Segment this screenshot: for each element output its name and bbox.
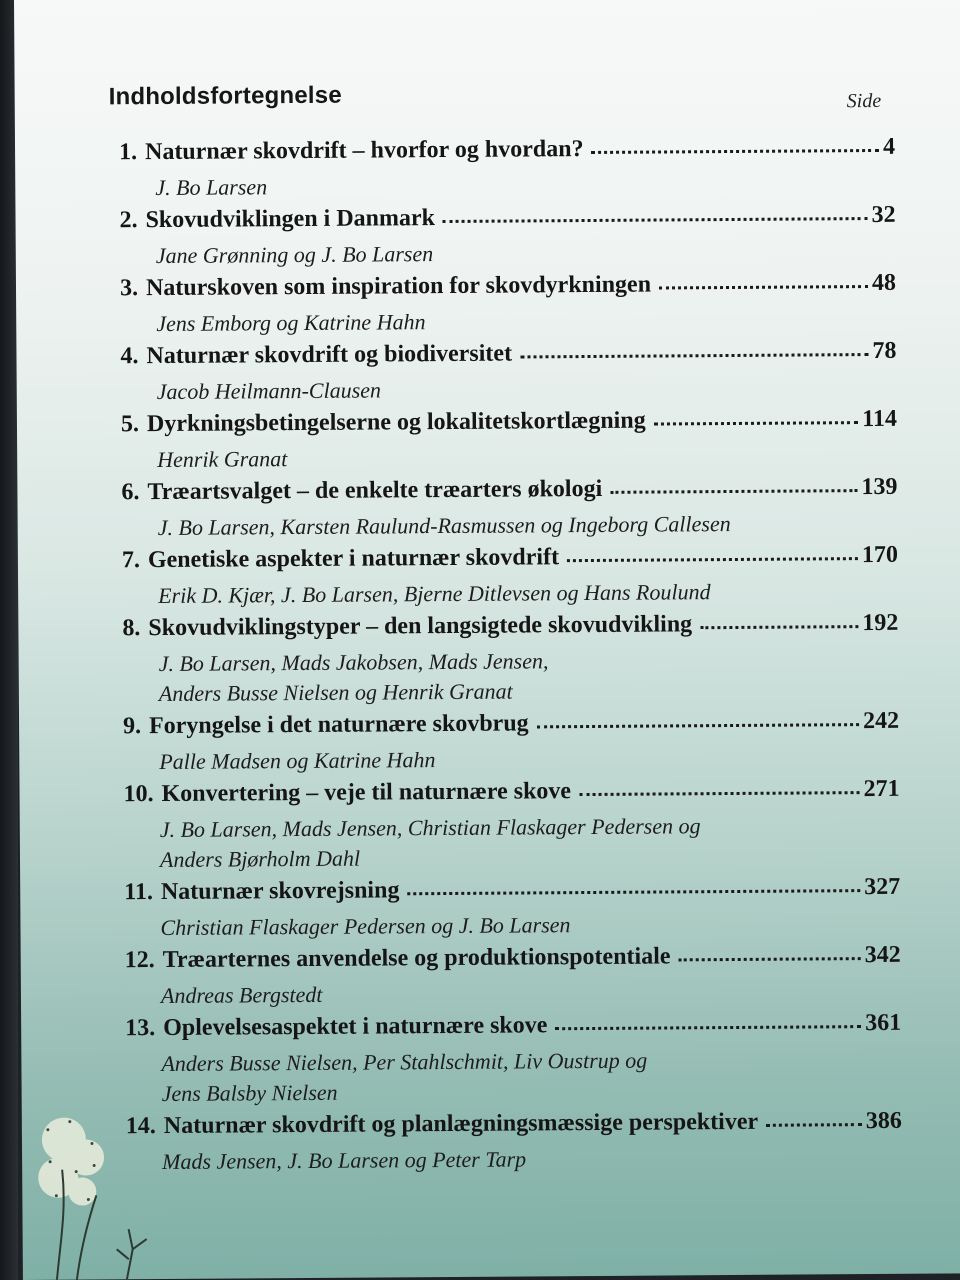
chapter-number: 5. bbox=[120, 411, 140, 438]
toc-title-row bbox=[121, 474, 897, 513]
chapter-number: 12. bbox=[124, 947, 155, 974]
toc-title-row bbox=[119, 134, 895, 173]
toc-entry bbox=[121, 406, 897, 475]
chapter-number: 11. bbox=[124, 879, 154, 906]
chapter-title: Foryngelse i det naturnære skovbrug bbox=[148, 710, 529, 740]
book-page bbox=[14, 0, 960, 1280]
toc-entry bbox=[120, 270, 896, 339]
chapter-authors bbox=[121, 372, 897, 407]
chapter-authors bbox=[125, 976, 901, 1011]
chapter-number: 2. bbox=[119, 207, 138, 234]
chapter-title: Skovudviklingstyper – den langsigtede skovudvikling bbox=[148, 611, 693, 642]
dot-leader bbox=[520, 349, 868, 358]
chapter-title: Naturnær skovdrift og biodiversitet bbox=[146, 340, 513, 370]
dot-leader bbox=[766, 1119, 862, 1127]
chapter-title: Dyrkningsbetingelserne og lokalitetskortlægning bbox=[146, 407, 646, 438]
chapter-page-number: 32 bbox=[871, 201, 896, 229]
dot-leader bbox=[579, 787, 860, 796]
toc-title-row bbox=[119, 202, 895, 241]
chapter-title: Træarternes anvendelse og produktionspotentiale bbox=[162, 943, 671, 973]
chapter-page-number: 242 bbox=[862, 707, 900, 735]
toc-title-row bbox=[124, 874, 900, 913]
toc-title-row bbox=[126, 1108, 902, 1147]
chapter-title: Genetiske aspekter i naturnær skovdrift bbox=[147, 544, 560, 574]
chapter-authors bbox=[122, 576, 898, 611]
author-line: Jens Balsby Nielsen bbox=[161, 1079, 338, 1106]
chapter-number: 7. bbox=[121, 547, 141, 574]
dot-leader bbox=[654, 417, 859, 425]
toc-title-row bbox=[122, 610, 898, 649]
author-line: Mads Jensen, J. Bo Larsen og Peter Tarp bbox=[162, 1146, 527, 1174]
dot-leader bbox=[555, 1021, 861, 1030]
author-line: Anders Busse Nielsen, Per Stahlschmit, Liv Oustrup og bbox=[161, 1047, 648, 1076]
toc-title-row bbox=[120, 270, 896, 309]
chapter-title: Skovudviklingen i Danmark bbox=[145, 205, 436, 234]
chapter-number: 3. bbox=[119, 275, 139, 302]
dot-leader bbox=[592, 145, 880, 154]
toc-entry bbox=[121, 474, 897, 543]
chapter-title: Naturnær skovrejsning bbox=[160, 877, 400, 905]
dot-leader bbox=[407, 885, 860, 895]
author-line: Jacob Heilmann-Clausen bbox=[156, 377, 382, 405]
toc-entry bbox=[120, 338, 896, 407]
chapter-authors bbox=[124, 908, 900, 943]
dot-leader bbox=[678, 953, 860, 961]
author-line: J. Bo Larsen, Mads Jakobsen, Mads Jensen, bbox=[158, 648, 549, 677]
chapter-authors bbox=[120, 236, 896, 271]
author-line: Anders Busse Nielsen og Henrik Granat bbox=[158, 678, 513, 707]
chapter-page-number: 48 bbox=[871, 269, 897, 297]
chapter-authors bbox=[119, 168, 895, 203]
chapter-page-number: 327 bbox=[864, 873, 901, 901]
dot-leader bbox=[659, 281, 868, 289]
toc-title-row bbox=[121, 406, 897, 445]
chapter-title: Naturnær skovdrift – hvorfor og hvordan? bbox=[144, 136, 584, 166]
author-line: J. Bo Larsen, Mads Jensen, Christian Flaskager Pedersen og bbox=[159, 813, 701, 843]
page-title: Indholdsfortegnelse bbox=[108, 81, 342, 111]
chapter-page-number: 4 bbox=[882, 133, 896, 160]
dot-leader bbox=[443, 213, 868, 223]
chapter-authors bbox=[124, 810, 900, 875]
chapter-title: Naturskoven som inspiration for skovdyrkningen bbox=[145, 271, 652, 302]
toc-title-row bbox=[120, 338, 896, 377]
page-column-label: Side bbox=[846, 89, 882, 113]
chapter-authors bbox=[123, 644, 899, 709]
chapter-page-number: 139 bbox=[861, 473, 898, 501]
chapter-number: 6. bbox=[121, 479, 140, 506]
author-line: Jane Grønning og J. Bo Larsen bbox=[155, 241, 434, 269]
chapter-page-number: 271 bbox=[863, 775, 900, 803]
dot-leader bbox=[537, 719, 859, 728]
chapter-page-number: 386 bbox=[865, 1107, 902, 1135]
author-line: J. Bo Larsen, Karsten Raulund-Rasmussen og Ingeborg Callesen bbox=[157, 511, 731, 541]
toc-entry bbox=[125, 942, 901, 1011]
chapter-page-number: 361 bbox=[865, 1009, 902, 1037]
toc-entry bbox=[126, 1108, 902, 1177]
chapter-authors bbox=[123, 742, 899, 777]
chapter-number: 10. bbox=[123, 781, 154, 808]
author-line: Erik D. Kjær, J. Bo Larsen, Bjerne Ditlevsen og Hans Roulund bbox=[158, 579, 711, 609]
chapter-page-number: 192 bbox=[862, 609, 899, 637]
dot-leader bbox=[567, 553, 858, 562]
toc-title-row bbox=[125, 942, 901, 981]
table-of-contents bbox=[119, 134, 902, 1181]
chapter-authors bbox=[120, 304, 896, 339]
toc-title-row bbox=[122, 542, 898, 581]
author-line: Christian Flaskager Pedersen og J. Bo Larsen bbox=[160, 912, 571, 940]
chapter-number: 4. bbox=[120, 343, 139, 370]
chapter-title: Oplevelsesaspektet i naturnære skove bbox=[163, 1012, 548, 1041]
dot-leader bbox=[700, 621, 858, 629]
chapter-title: Træartsvalget – de enkelte træarters økologi bbox=[147, 475, 603, 506]
chapter-title: Konvertering – veje til naturnære skove bbox=[161, 778, 572, 807]
chapter-number: 14. bbox=[125, 1113, 156, 1140]
author-line: Jens Emborg og Katrine Hahn bbox=[156, 309, 426, 337]
toc-entry bbox=[119, 134, 895, 203]
chapter-number: 9. bbox=[122, 713, 142, 740]
toc-entry bbox=[119, 202, 895, 271]
plant-illustration-icon bbox=[36, 1099, 157, 1280]
chapter-page-number: 170 bbox=[861, 541, 898, 569]
author-line: Palle Madsen og Katrine Hahn bbox=[159, 747, 436, 775]
author-line: Andreas Bergstedt bbox=[160, 981, 323, 1008]
toc-entry bbox=[122, 542, 898, 611]
author-line: Anders Bjørholm Dahl bbox=[159, 845, 361, 873]
chapter-number: 1. bbox=[118, 139, 138, 166]
chapter-page-number: 78 bbox=[872, 337, 897, 365]
chapter-page-number: 114 bbox=[862, 405, 898, 433]
chapter-number: 8. bbox=[122, 615, 141, 642]
toc-title-row bbox=[125, 1010, 901, 1049]
toc-title-row bbox=[123, 776, 899, 815]
chapter-authors bbox=[121, 440, 897, 475]
toc-title-row bbox=[123, 708, 899, 747]
chapter-authors bbox=[126, 1142, 902, 1177]
toc-entry bbox=[122, 610, 899, 709]
toc-entry bbox=[123, 708, 899, 777]
toc-entry bbox=[125, 1010, 902, 1109]
chapter-number: 13. bbox=[125, 1015, 156, 1042]
author-line: J. Bo Larsen bbox=[155, 174, 268, 201]
author-line: Henrik Granat bbox=[157, 446, 288, 473]
chapter-title: Naturnær skovdrift og planlægningsmæssige perspektiver bbox=[163, 1108, 759, 1139]
chapter-authors bbox=[122, 508, 898, 543]
toc-entry bbox=[124, 874, 900, 943]
chapter-authors bbox=[125, 1044, 901, 1109]
toc-entry bbox=[123, 776, 900, 875]
dot-leader bbox=[610, 485, 857, 494]
chapter-page-number: 342 bbox=[864, 941, 901, 969]
